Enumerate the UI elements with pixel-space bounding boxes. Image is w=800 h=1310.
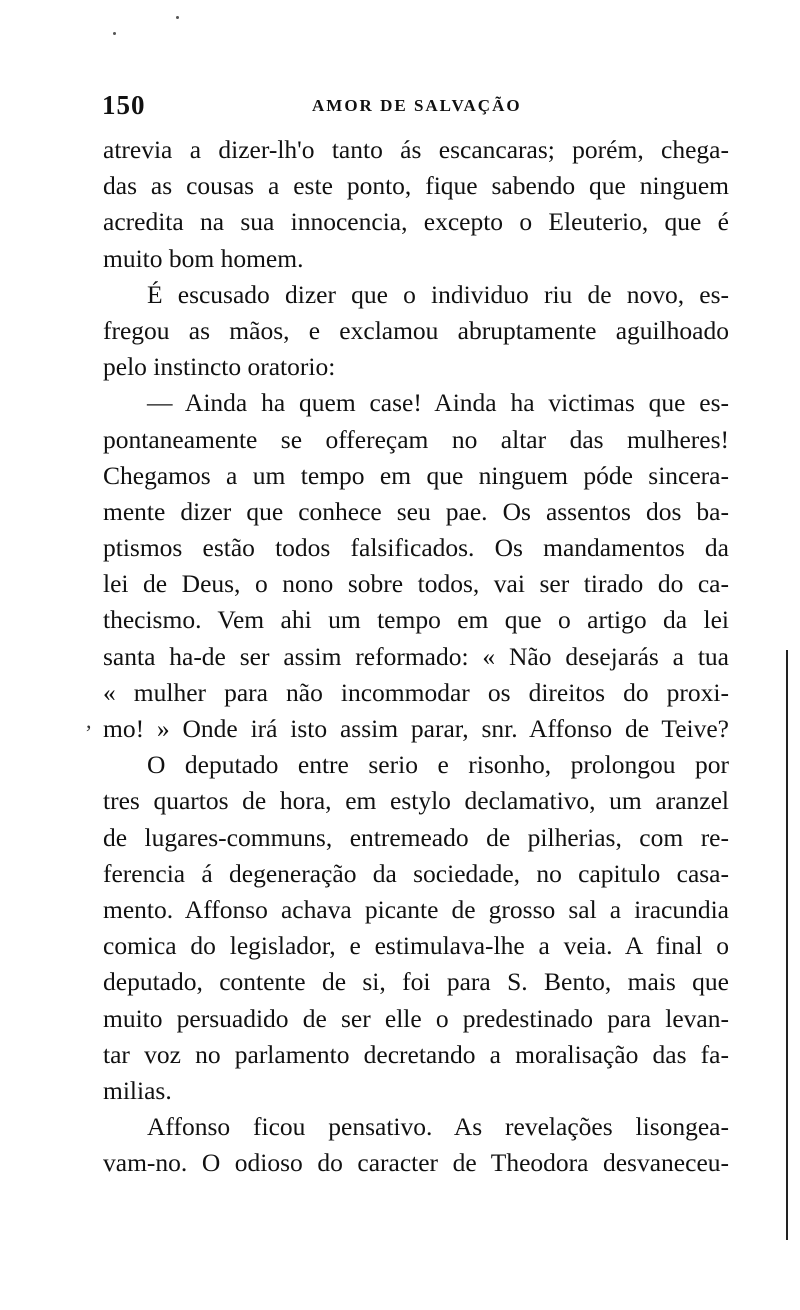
text-line: tres quartos de hora, em estylo declamativo, um aranzel [103,786,729,816]
text-line: É escusado dizer que o individuo riu de novo, es- [147,279,729,309]
text-line: ferencia á degeneração da sociedade, no capitulo casa- [103,858,729,888]
text-line: mento. Affonso achava picante de grosso sal a iracundia [103,894,729,924]
text-line: fregou as mãos, e exclamou abruptamente aguilhoado [103,315,729,345]
text-line: muito bom homem. [103,243,304,273]
speck-mark [176,16,179,19]
text-line: atrevia a dizer-lh'o tanto ás escancaras; porém, chega- [103,135,729,164]
text-line: Affonso ficou pensativo. As revelações lisongea- [147,1112,729,1142]
text-line: — Ainda ha quem case! Ainda ha victimas que es- [147,388,729,418]
text-line: O deputado entre serio e risonho, prolongou por [147,750,729,780]
text-line: tar voz no parlamento decretando a moralisação das fa- [103,1039,729,1069]
text-line: thecismo. Vem ahi um tempo em que o artigo da lei [103,605,729,635]
text-line: pontaneamente se offereçam no altar das mulheres! [103,424,729,454]
text-line: « mulher para não incommodar os direitos do proxi- [103,677,729,707]
text-line: lei de Deus, o nono sobre todos, vai ser tirado do ca- [103,569,729,599]
text-line: deputado, contente de si, foi para S. Bento, mais que [103,967,729,997]
text-line: milias. [103,1075,172,1105]
text-line: santa ha-de ser assim reformado: « Não desejarás a tua [103,641,729,671]
text-line: mo! » Onde irá isto assim parar, snr. Affonso de Teive? [103,714,729,743]
text-line: muito persuadido de ser elle o predestinado para levan- [103,1003,729,1033]
page-edge-line [786,650,788,1240]
text-line: Chegamos a um tempo em que ninguem póde sincera- [103,460,729,490]
margin-mark: , [86,708,92,733]
page-number: 150 [102,90,146,120]
text-line: comica do legislador, e estimulava-lhe a veia. A final o [103,931,729,961]
text-line: acredita na sua innocencia, excepto o Eleuterio, que é [103,207,729,237]
text-line: das as cousas a este ponto, fique sabendo que ninguem [103,171,729,201]
text-line: mente dizer que conhece seu pae. Os assentos dos ba- [103,496,729,526]
text-line: vam-no. O odioso do caracter de Theodora desvaneceu- [103,1148,729,1178]
text-line: de lugares-communs, entremeado de pilherias, com re- [103,822,729,852]
text-line: ptismos estão todos falsificados. Os mandamentos da [103,533,729,563]
speck-mark [113,32,116,35]
page-header [102,90,730,124]
body-text [103,132,729,1181]
text-line: pelo instincto oratorio: [103,352,336,382]
running-title: AMOR DE SALVAÇÃO [312,96,522,115]
